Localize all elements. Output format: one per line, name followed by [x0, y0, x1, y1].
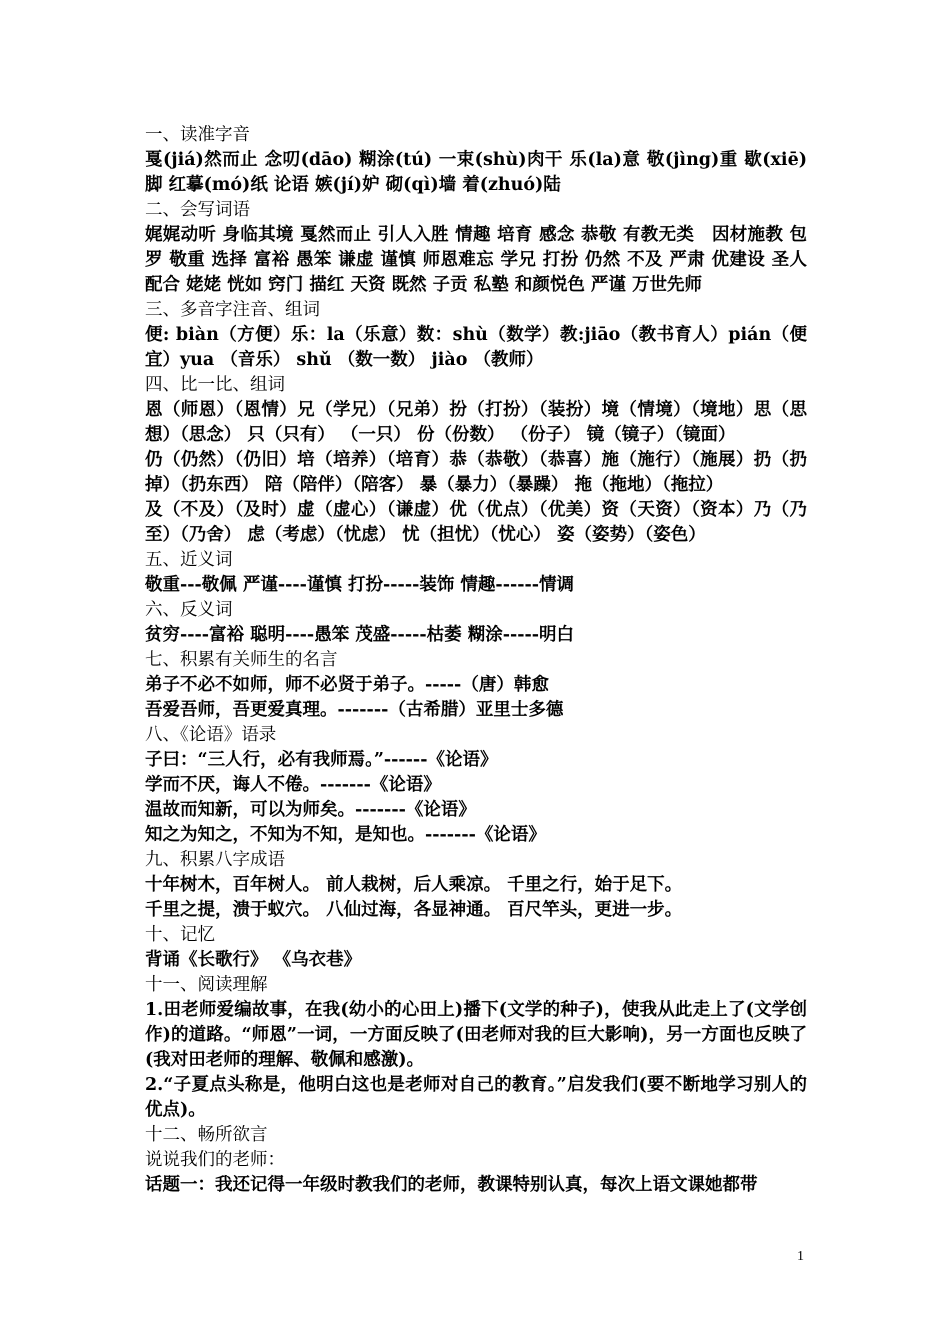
section-text: 仍（仍然）（仍旧）培（培养）（培育）恭（恭敬）（恭喜）施（施行）（施展）扔（扔掉）（扔东西） 陪（陪伴）（陪客） 暴（暴力）（暴躁） 拖（拖地）（拖拉）	[145, 450, 807, 495]
section-text: 娓娓动听 身临其境 戛然而止 引人入胜 情趣 培育 感念 恭敬 有教无类 因材施教 包罗 敬重 选择 富裕 愚笨 谦虚 谨慎 师恩难忘 学兄 打扮 仍然 不及 严肃 优建设 圣人 配合 姥姥 恍如 窍门 描红 天资 既然 子贡 私塾 和颜悦色 严谨 万世先师	[145, 225, 807, 295]
section-text: 敬重---敬佩 严谨----谨慎 打扮-----装饰 情趣------情调	[145, 575, 575, 595]
topic-text: 话题一：我还记得一年级时教我们的老师，教课特别认真，每次上语文课她都带	[145, 1175, 758, 1195]
document-body	[145, 123, 807, 1198]
section-text: 2.“子夏点头称是，他明白这也是老师对自己的教育。”启发我们(要不断地学习别人的优点)。	[145, 1075, 807, 1120]
section-text: 知之为知之，不知为不知，是知也。-------《论语》	[145, 825, 546, 845]
section-heading: 二、会写词语	[145, 200, 250, 220]
section-heading: 十、记忆	[145, 925, 215, 945]
section-heading: 三、多音字注音、组词	[145, 300, 320, 320]
section-text: 温故而知新，可以为师矣。-------《论语》	[145, 800, 476, 820]
section-text: 子曰：“三人行，必有我师焉。”------《论语》	[145, 750, 498, 770]
section-text: 十年树木，百年树人。 前人栽树，后人乘凉。 千里之行，始于足下。	[145, 875, 683, 895]
section-text: 便: biàn（方便）乐：la（乐意）数：shù（数学）教:jiāo（教书育人）pián（便宜）yua （音乐） shǔ （数一数） jiào （教师）	[145, 325, 807, 370]
section-heading: 四、比一比、组词	[145, 375, 285, 395]
section-text: 学而不厌，诲人不倦。-------《论语》	[145, 775, 441, 795]
section-heading: 十二、畅所欲言	[145, 1125, 268, 1145]
section-text: 贫穷----富裕 聪明----愚笨 茂盛-----枯萎 糊涂-----明白	[145, 625, 575, 645]
section-heading: 五、近义词	[145, 550, 233, 570]
page-number: 1	[797, 1249, 804, 1264]
section-heading: 七、积累有关师生的名言	[145, 650, 338, 670]
section-heading: 一、读准字音	[145, 125, 250, 145]
section-text: 戛(jiá)然而止 念叨(dāo) 糊涂(tú) 一束(shù)肉干 乐(la)意 敬(jìng)重 歇(xiē)脚 红摹(mó)纸 论语 嫉(jí)妒 砌(qì)墙 着(zhuó)陆	[145, 150, 807, 195]
section-text: 1.田老师爱编故事，在我(幼小的心田上)播下(文学的种子)，使我从此走上了(文学创作)的道路。“师恩”一词，一方面反映了(田老师对我的巨大影响)，另一方面也反映了(我对田老师的理解、敬佩和感激)。	[145, 1000, 807, 1070]
topic-intro: 说说我们的老师：	[145, 1150, 285, 1170]
section-heading: 六、反义词	[145, 600, 233, 620]
section-text: 恩（师恩）（恩情）兄（学兄）（兄弟）扮（打扮）（装扮）境（情境）（境地）思（思想）（思念） 只（只有） （一只） 份（份数） （份子） 镜（镜子）（镜面）	[145, 400, 807, 445]
section-heading: 八、《论语》语录	[145, 725, 277, 745]
section-text: 千里之提，溃于蚁穴。 八仙过海，各显神通。 百尺竿头，更进一步。	[145, 900, 683, 920]
section-text: 背诵《长歌行》 《乌衣巷》	[145, 950, 362, 970]
section-text: 吾爱吾师，吾更爱真理。-------（古希腊）亚里士多德	[145, 700, 564, 720]
section-text: 及（不及）（及时）虚（虚心）（谦虚）优（优点）（优美）资（天资）（资本）乃（乃至）（乃舍） 虑（考虑）（忧虑） 忧（担忧）（忧心） 姿（姿势）（姿色）	[145, 500, 807, 545]
section-heading: 十一、阅读理解	[145, 975, 268, 995]
section-text: 弟子不必不如师，师不必贤于弟子。-----（唐）韩愈	[145, 675, 549, 695]
section-heading: 九、积累八字成语	[145, 850, 285, 870]
